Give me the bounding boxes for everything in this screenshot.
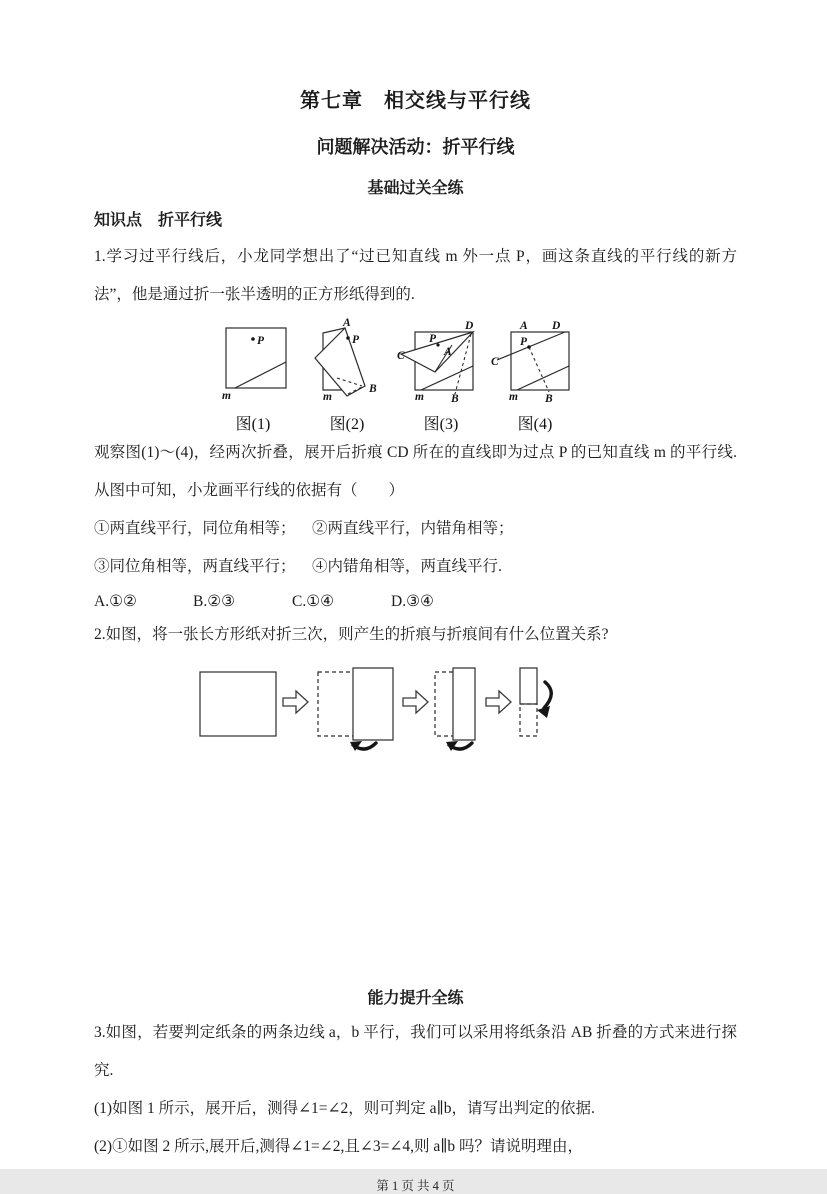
point-a-label: A bbox=[520, 320, 528, 332]
q1-figure-4 bbox=[490, 318, 580, 434]
point-p-label: P bbox=[429, 333, 437, 345]
q1-choices bbox=[94, 588, 737, 616]
q1-statements-line-1 bbox=[94, 510, 737, 548]
point-c-label: C bbox=[491, 356, 499, 368]
statement-2: ②两直线平行，内错角相等； bbox=[312, 520, 514, 537]
point-a-label: A bbox=[343, 317, 351, 329]
point-p-label: P bbox=[352, 334, 360, 346]
point-b-label: B bbox=[545, 393, 553, 405]
choice-b: B.②③ bbox=[193, 593, 236, 610]
section-basic-heading: 基础过关全练 bbox=[367, 180, 464, 197]
chapter-title: 第七章 相交线与平行线 bbox=[300, 90, 531, 112]
q1-figure-4-caption: 图(4) bbox=[517, 416, 553, 433]
statement-1: ①两直线平行，同位角相等； bbox=[94, 520, 296, 537]
blank-workspace bbox=[94, 757, 737, 985]
point-a-label: A bbox=[444, 346, 452, 358]
q2-fold-sequence-diagram bbox=[190, 658, 575, 752]
q1-figure-3 bbox=[396, 318, 486, 434]
line-m-label: m bbox=[222, 390, 231, 402]
knowledge-point-heading: 知识点 折平行线 bbox=[94, 212, 223, 229]
choice-d: D.③④ bbox=[391, 593, 434, 610]
step-arrow-icon bbox=[486, 691, 511, 713]
q3-text: 3.如图，若要判定纸条的两条边线 a，b 平行，我们可以采用将纸条沿 AB 折叠的方式来进行探究. bbox=[94, 1024, 737, 1079]
activity-subtitle: 问题解决活动：折平行线 bbox=[316, 137, 515, 157]
q1-figure-1 bbox=[208, 318, 298, 434]
q1-figure-2-caption: 图(2) bbox=[329, 416, 365, 433]
line-m-label: m bbox=[323, 391, 332, 403]
q2-text: 2.如图，将一张长方形纸对折三次，则产生的折痕与折痕间有什么位置关系? bbox=[94, 626, 609, 643]
choice-c: C.①④ bbox=[292, 593, 335, 610]
line-m-label: m bbox=[509, 391, 518, 403]
line-m-label: m bbox=[415, 391, 424, 403]
step-arrow-icon bbox=[283, 691, 308, 713]
q1-figure-3-diagram bbox=[397, 318, 485, 404]
q3-part2-text: (2)①如图 2 所示,展开后,测得∠1=∠2,且∠3=∠4,则 a∥b 吗？请说明理由， bbox=[94, 1138, 584, 1155]
q1-figure-1-diagram bbox=[209, 318, 297, 404]
section-advanced-heading: 能力提升全练 bbox=[367, 990, 464, 1007]
point-b-label: B bbox=[451, 393, 459, 405]
q3-part1-text: (1)如图 1 所示，展开后，测得∠1=∠2，则可判定 a∥b，请写出判定的依据. bbox=[94, 1100, 595, 1117]
statement-4: ④内错角相等，两直线平行. bbox=[312, 558, 502, 575]
point-p-label: P bbox=[257, 335, 265, 347]
q1-statements-line-2 bbox=[94, 548, 737, 586]
q1-figure-1-caption: 图(1) bbox=[235, 416, 271, 433]
choice-a: A.①② bbox=[94, 593, 137, 610]
point-p-label: P bbox=[520, 336, 528, 348]
point-c-label: C bbox=[397, 350, 405, 362]
q1-figure-2-diagram bbox=[303, 318, 391, 404]
point-d-label: D bbox=[552, 320, 561, 332]
step-arrow-icon bbox=[403, 691, 428, 713]
q2-figure bbox=[190, 658, 737, 757]
q1-observe-text: 观察图(1)～(4)，经两次折叠，展开后折痕 CD 所在的直线即为过点 P 的已知直线 m 的平行线.从图中可知，小龙画平行线的依据有（ ） bbox=[94, 444, 737, 499]
q1-figure-row bbox=[208, 318, 737, 434]
q1-figure-2 bbox=[302, 318, 392, 434]
statement-3: ③同位角相等，两直线平行； bbox=[94, 558, 296, 575]
page-footer: 第 1 页 共 4 页 bbox=[376, 1179, 455, 1193]
q1-text: 1.学习过平行线后，小龙同学想出了“过已知直线 m 外一点 P，画这条直线的平行线的新方法”，他是通过折一张半透明的正方形纸得到的. bbox=[94, 248, 737, 303]
q1-figure-3-caption: 图(3) bbox=[423, 416, 459, 433]
q1-figure-4-diagram bbox=[491, 318, 579, 404]
point-b-label: B bbox=[369, 383, 377, 395]
point-d-label: D bbox=[465, 320, 474, 332]
